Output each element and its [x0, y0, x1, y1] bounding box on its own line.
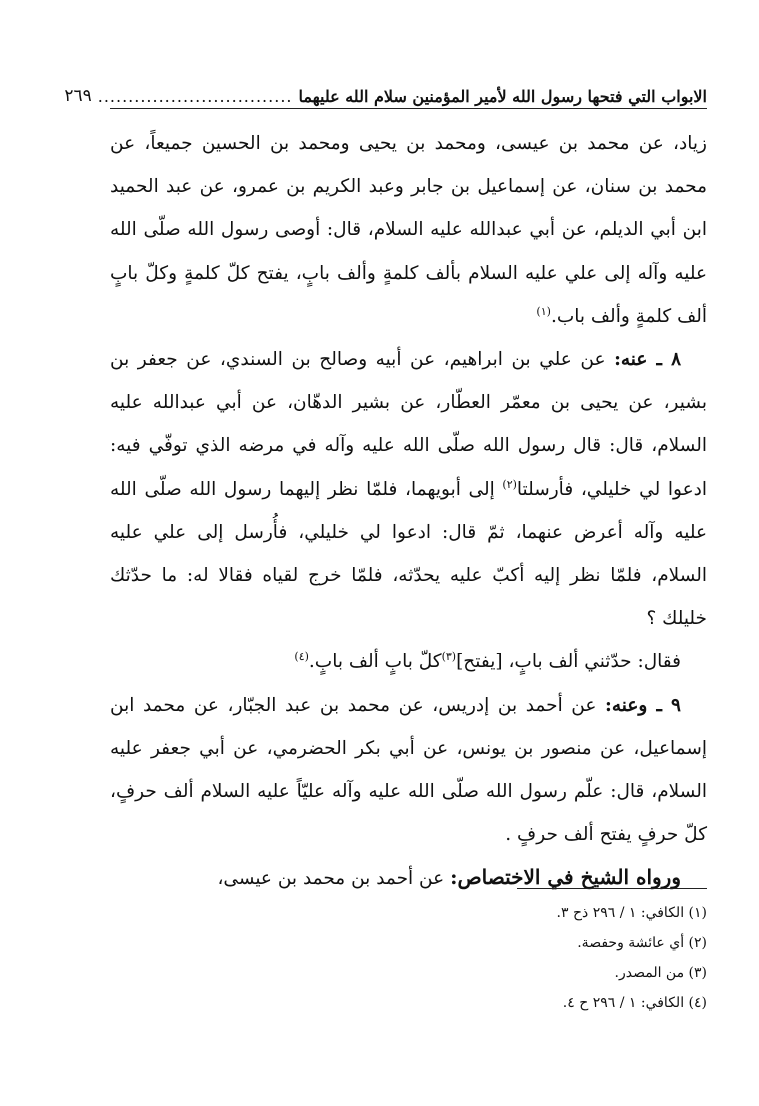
footnote-2: (٢) أي عائشة وحفصة. [577, 935, 707, 951]
header-rule [110, 108, 707, 109]
page-number: ٢٦٩ [64, 86, 92, 106]
footnote-ref: (٤) [294, 650, 309, 664]
paragraph-text: عن أحمد بن محمد بن عيسى، [217, 868, 451, 890]
hadith-number-lead: ٨ ـ عنه: [614, 349, 682, 371]
paragraph-hadith-9 [110, 684, 707, 857]
running-header [64, 76, 707, 106]
paragraph-text: زياد، عن محمد بن عيسى، ومحمد بن يحيى ومحمد بن الحسين جميعاً، عن محمد بن سنان، عن إسماعيل بن جابر وعبد الكريم بن عمرو، عن عبد الحميد ابن أبي الديلم، عن أبي عبدالله عليه السلام، قال: أوصى رسول الله صلّى الله عليه وآله إلى علي عليه السلام بألف كلمةٍ وألف بابٍ، يفتح كلّ كلمةٍ وكلّ بابٍ ألف كلمةٍ وألف باب. [110, 133, 707, 327]
paragraph-text: إلى أبويهما، فلمّا نظر إليهما رسول الله صلّى الله عليه وآله أعرض عنهما، ثمّ قال: ادعوا لي خليلي، فأُرسل إلى علي عليه السلام، فلمّا نظر إليه أكبّ عليه يحدّثه، فلمّا خرج لقياه فقالا له: ما حدّثك خليلك ؟ [110, 478, 707, 630]
source-lead: ورواه الشيخ في الاختصاص: [450, 865, 681, 890]
main-text [110, 122, 707, 901]
footnote-1: (١) الكافي: ١ / ٢٩٦ ذح ٣. [556, 905, 707, 921]
paragraph-text: كلّ بابٍ ألف بابٍ. [308, 651, 442, 673]
footnote-ref: (٢) [502, 477, 517, 491]
paragraph-reply [110, 640, 707, 683]
paragraph-text: عن علي بن ابراهيم، عن أبيه وصالح بن السندي، عن جعفر بن بشير، عن يحيى بن معمّر العطّار، عن بشير الدهّان، عن أبي عبدالله عليه السلام، قال: قال رسول الله صلّى الله عليه وآله في مرضه الذي توفّي فيه: ادعوا لي خليلي، فأرسلتا [110, 349, 707, 500]
footnote-ref: (٣) [441, 650, 457, 664]
paragraph-continuation [110, 122, 707, 338]
paragraph-text: فقال: حدّثني ألف بابٍ، [يفتح] [456, 651, 681, 673]
footnote-ref: (١) [536, 304, 551, 318]
paragraph-text: عن أحمد بن إدريس، عن محمد بن عبد الجبّار، عن محمد ابن إسماعيل، عن منصور بن يونس، عن أبي بكر الحضرمي، عن أبي جعفر عليه السلام، قال: علّم رسول الله صلّى الله عليه وآله عليّاً عليه السلام ألف حرفٍ، كلّ حرفٍ يفتح ألف حرفٍ . [110, 694, 707, 846]
paragraph-ikhtisas [110, 856, 707, 900]
footnote-3: (٣) من المصدر. [614, 965, 707, 981]
footnote-4: (٤) الكافي: ١ / ٢٩٦ ح ٤. [562, 995, 707, 1011]
footnotes [110, 898, 707, 1018]
header-leader-dots: ................................ [97, 87, 293, 106]
hadith-number-lead: ٩ ـ وعنه: [605, 694, 681, 716]
paragraph-hadith-8 [110, 338, 707, 640]
footnote-rule [517, 888, 707, 889]
header-title: الابواب التي فتحها رسول الله لأمير المؤمنين سلام الله عليهما [298, 87, 707, 106]
